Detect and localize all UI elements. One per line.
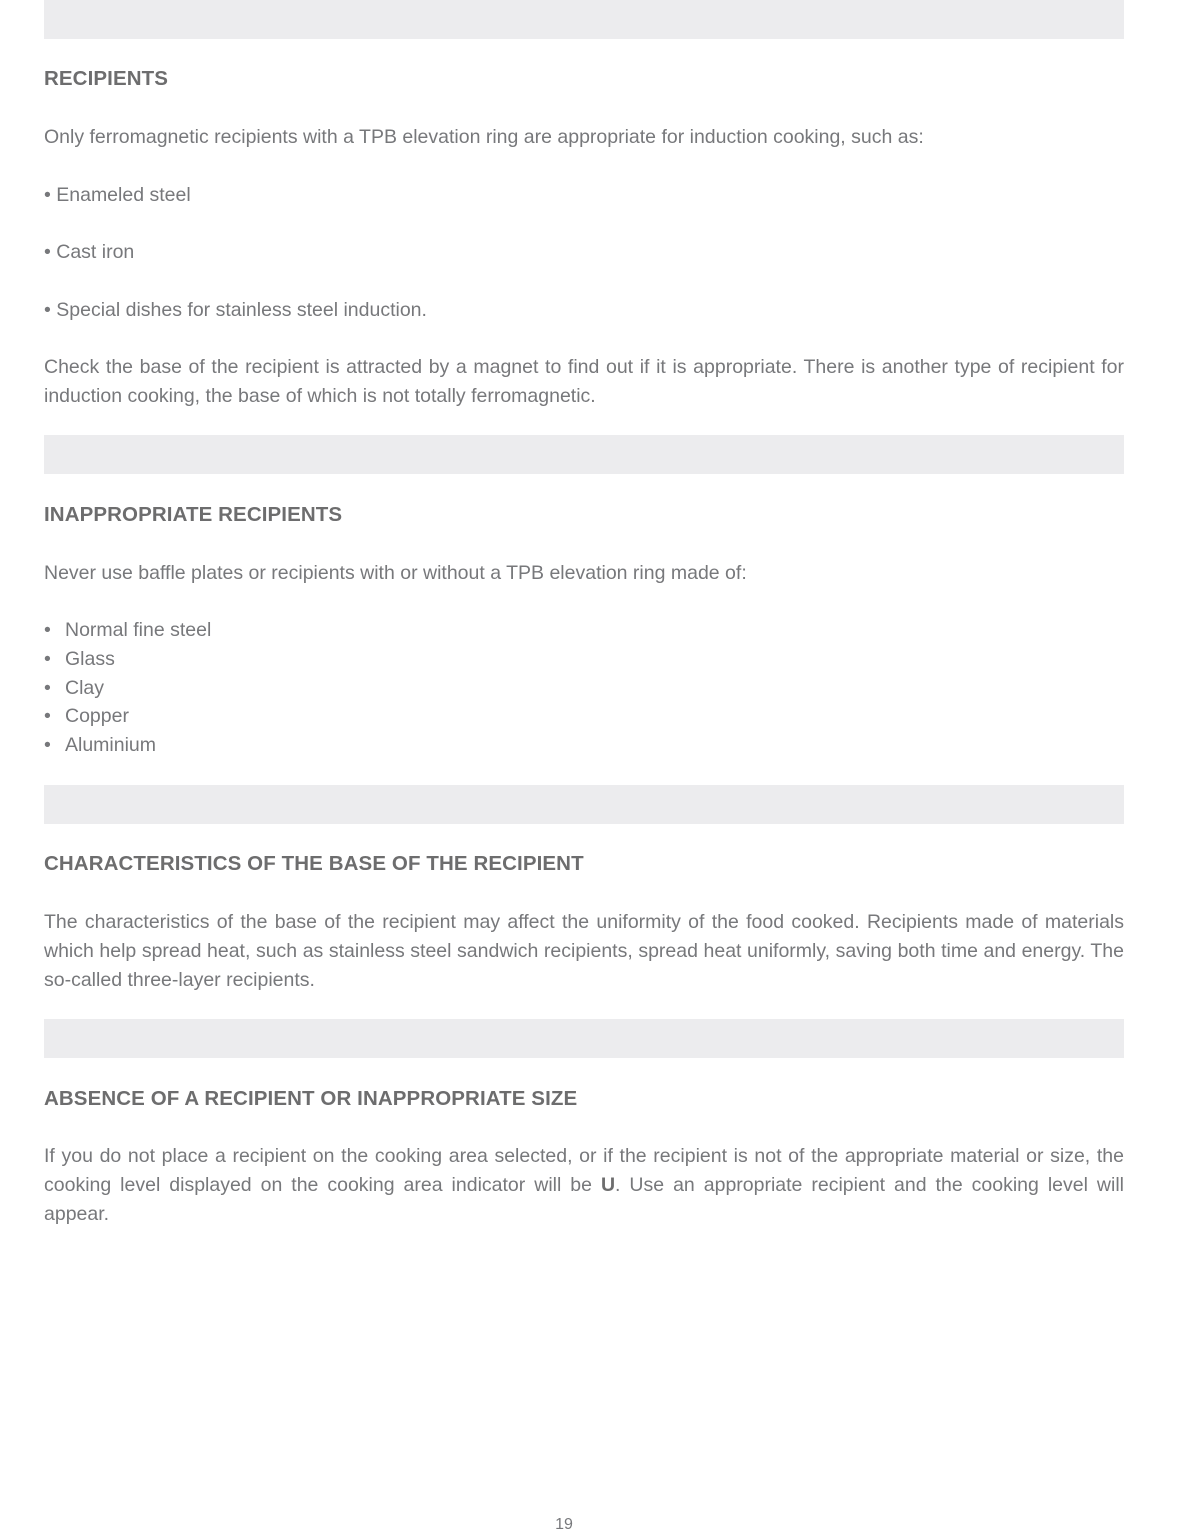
list-item-normal-fine-steel <box>44 616 211 645</box>
absence-body-text-before: If you do not place a recipient on the cooking area selected, or if the recipient is not of the appropriate material or size, the cooking level displayed on the cooking area indicator will be <box>44 1145 1124 1196</box>
bullet-marker: • <box>44 676 51 699</box>
bullet-marker: • <box>44 734 51 757</box>
inappropriate-materials-list <box>44 616 211 760</box>
recipients-intro: Only ferromagnetic recipients with a TPB elevation ring are appropriate for induction cooking, such as: <box>44 126 924 148</box>
recipients-heading: RECIPIENTS <box>44 67 169 90</box>
list-item-aluminium <box>44 731 211 760</box>
recipients-item-enameled-steel: • Enameled steel <box>44 184 191 206</box>
cooking-level-indicator-u: U <box>600 1173 616 1196</box>
characteristics-heading: CHARACTERISTICS OF THE BASE OF THE RECIPIENT <box>44 852 584 875</box>
section-band-inappropriate <box>44 435 1124 474</box>
list-item-label: Clay <box>65 676 105 699</box>
section-band-top <box>44 0 1124 39</box>
absence-body-text-after: . Use an appropriate recipient and the cooking level will appear. <box>44 1173 1124 1225</box>
bullet-marker: • <box>44 647 51 670</box>
characteristics-body: The characteristics of the base of the recipient may affect the uniformity of the food cooked. Recipients made of materials which help spread heat, such as stainless steel sandwich recipients, spread heat uniformly, saving both time and energy. The so-called three-layer recipients. <box>44 911 1124 991</box>
list-item-label: Glass <box>65 647 115 670</box>
absence-body <box>44 1142 1124 1228</box>
section-band-characteristics <box>44 785 1124 824</box>
recipients-item-cast-iron: • Cast iron <box>44 241 135 263</box>
inappropriate-intro: Never use baffle plates or recipients with or without a TPB elevation ring made of: <box>44 562 747 584</box>
list-item-clay <box>44 674 211 703</box>
recipients-magnet-note: Check the base of the recipient is attracted by a magnet to find out if it is appropriate. There is another type of recipient for induction cooking, the base of which is not totally ferromagnetic. <box>44 356 1124 407</box>
recipients-item-special-dishes: • Special dishes for stainless steel induction. <box>44 299 427 321</box>
list-item-label: Aluminium <box>65 734 157 757</box>
list-item-glass <box>44 645 211 674</box>
list-item-label: Normal fine steel <box>65 619 212 641</box>
section-band-absence <box>44 1019 1124 1058</box>
bullet-marker: • <box>44 705 51 728</box>
page-number: 19 <box>555 1516 573 1533</box>
inappropriate-heading: INAPPROPRIATE RECIPIENTS <box>44 503 343 526</box>
bullet-marker: • <box>44 619 51 641</box>
list-item-label: Copper <box>65 705 129 728</box>
list-item-copper <box>44 702 211 731</box>
absence-heading: ABSENCE OF A RECIPIENT OR INAPPROPRIATE SIZE <box>44 1087 578 1110</box>
